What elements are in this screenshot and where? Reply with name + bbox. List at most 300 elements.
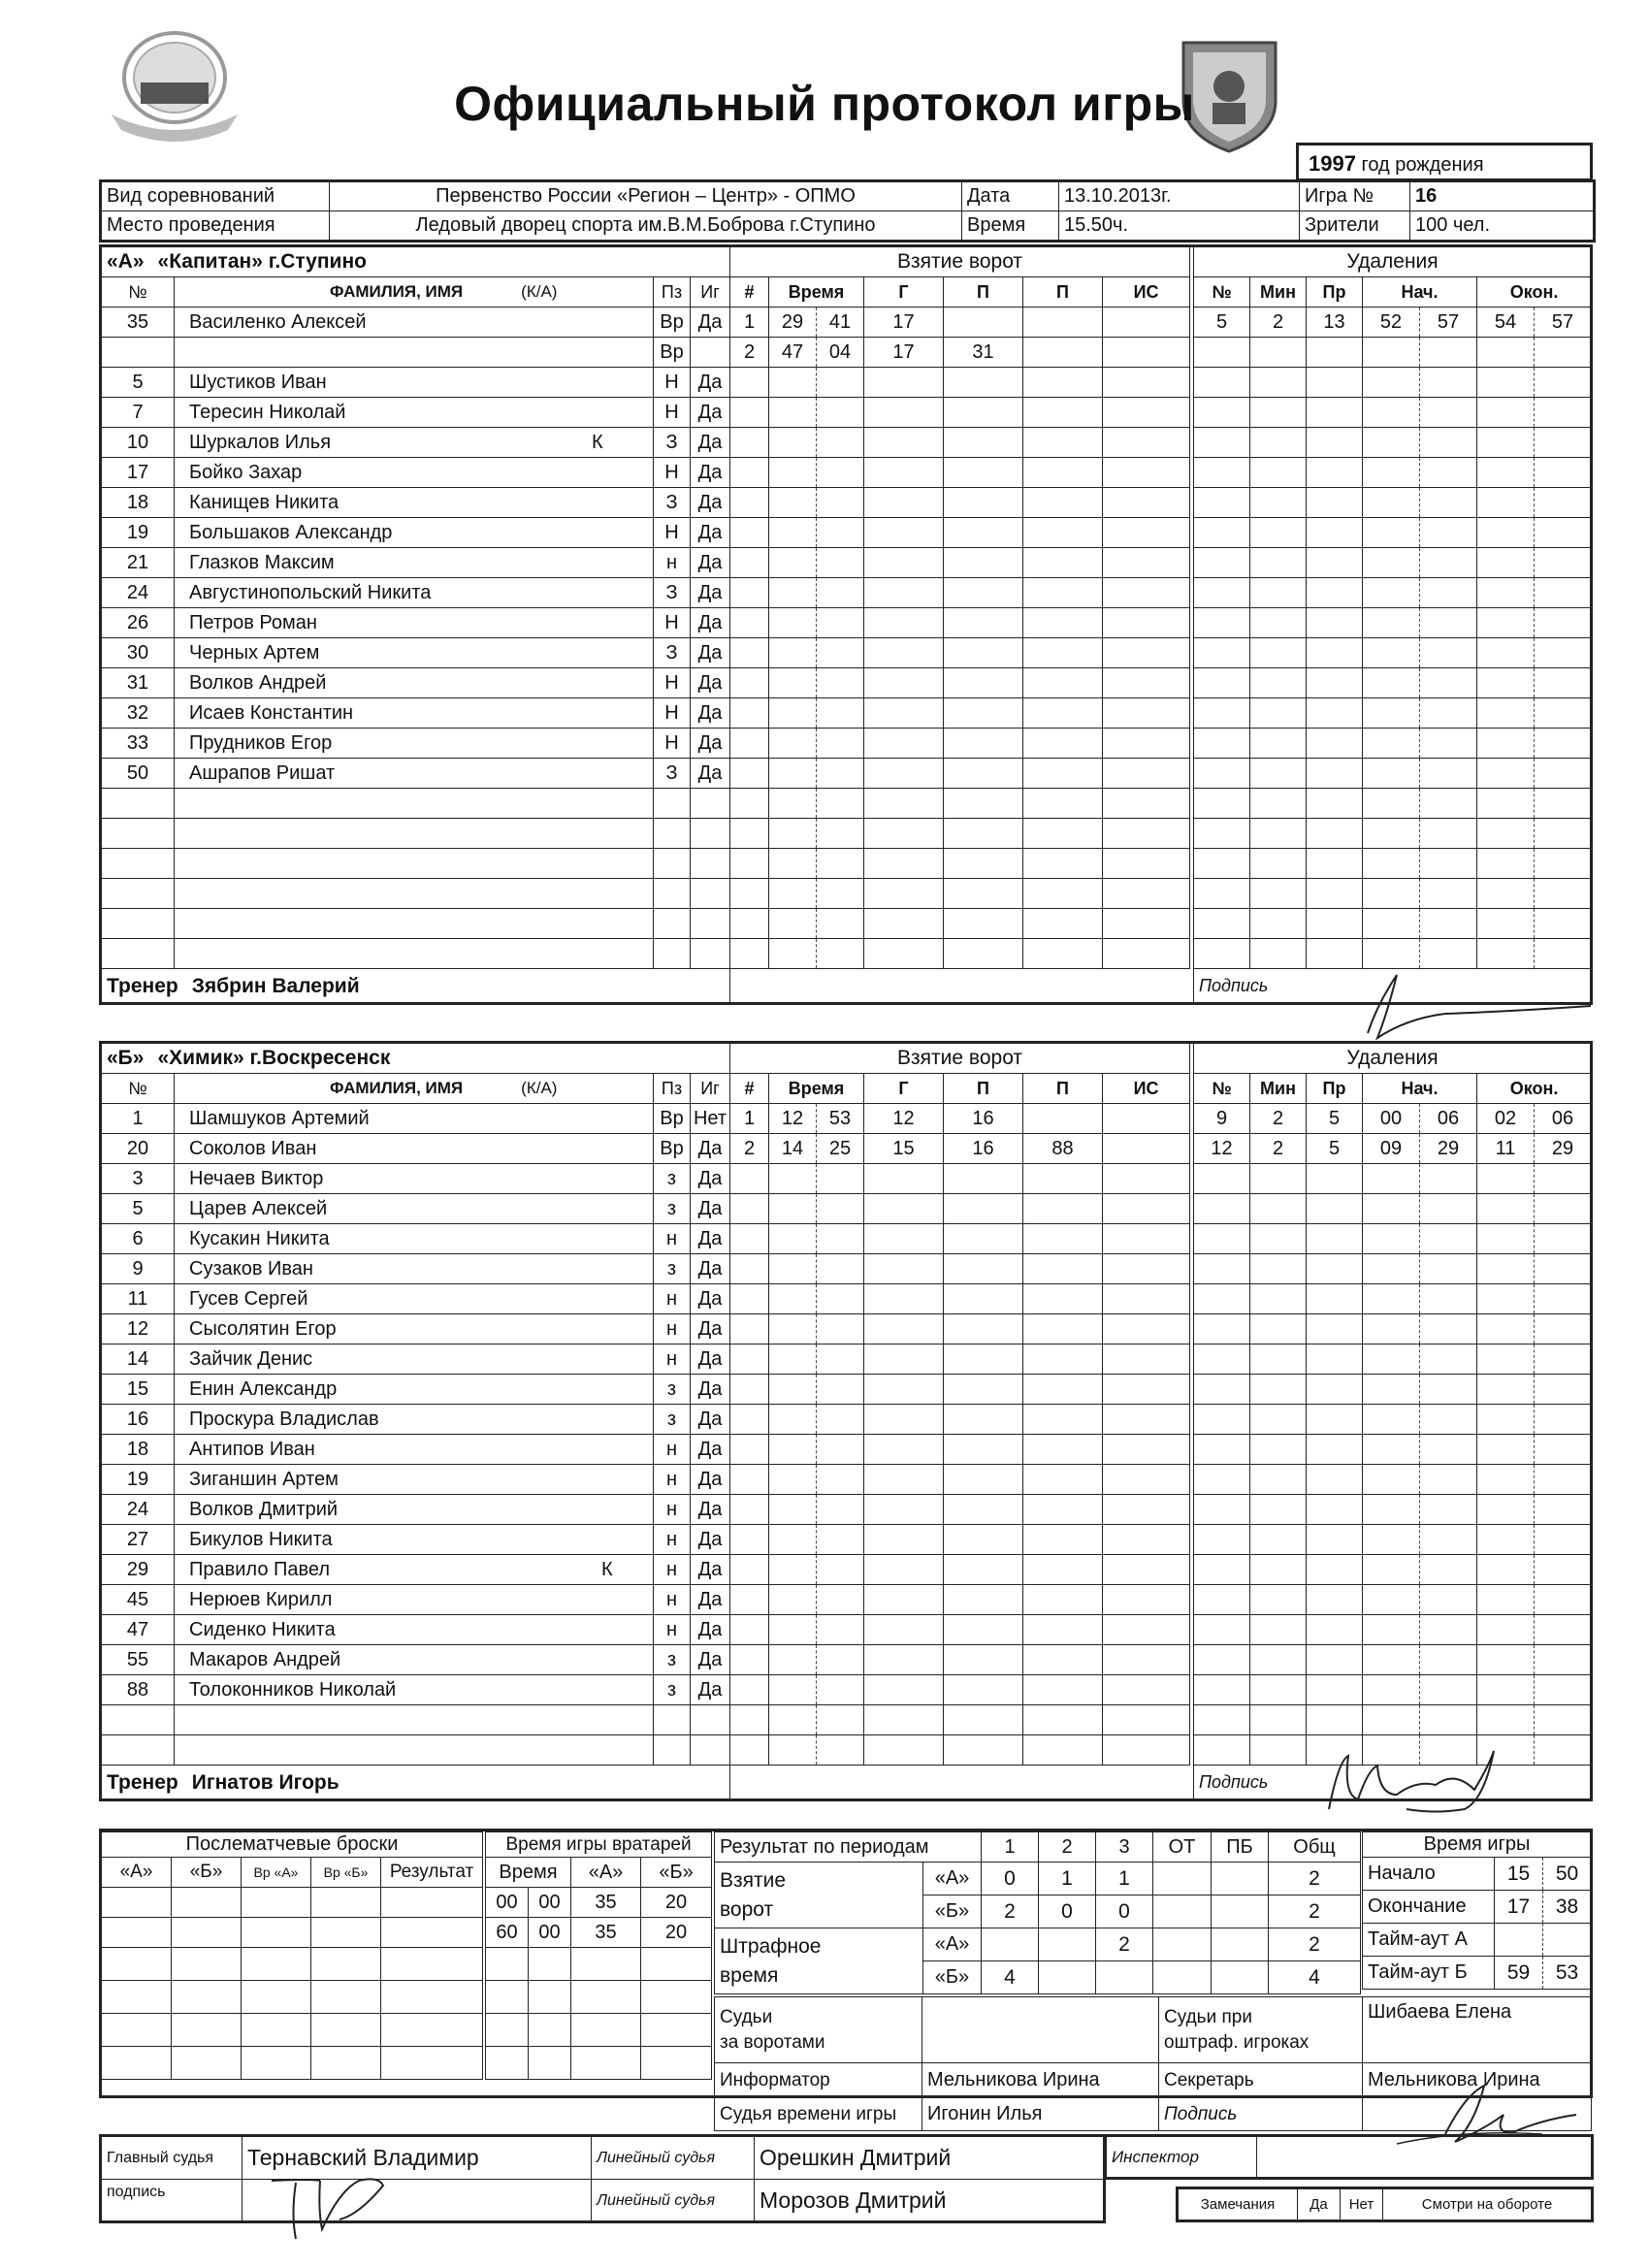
player-played: Да [691, 1164, 730, 1194]
game-time-second [1543, 1924, 1592, 1957]
player-number: 35 [102, 308, 175, 338]
game-time-row [1363, 1858, 1592, 1891]
period-label-line-1: Взятие [720, 1868, 787, 1892]
period-value [1212, 1961, 1269, 1994]
goal-assist-2 [1023, 1435, 1103, 1465]
goal-minute [769, 849, 817, 879]
remarks-no: Нет [1341, 2188, 1383, 2221]
player-name: Прудников Егор [189, 731, 333, 754]
goal-minute [769, 1375, 817, 1405]
penalty-player [1194, 698, 1250, 729]
penalty-reason [1307, 578, 1363, 608]
penalty-player [1194, 879, 1250, 909]
penalty-end-min [1477, 458, 1535, 488]
player-played: Да [691, 1495, 730, 1525]
player-number [102, 338, 175, 368]
penalty-end-sec [1535, 1705, 1592, 1735]
player-name: Нечаев Виктор [189, 1167, 324, 1189]
player-name: Зайчик Денис [189, 1347, 313, 1370]
pen-col-min: Мин [1250, 277, 1307, 308]
penalty-reason [1307, 819, 1363, 849]
goal-scorer [864, 458, 944, 488]
goal-assist-1 [944, 1735, 1023, 1766]
penalty-end-sec [1535, 518, 1592, 548]
penalty-row [1194, 1375, 1592, 1405]
goal-second [817, 849, 864, 879]
penalty-reason [1307, 1254, 1363, 1284]
penalty-minutes [1250, 819, 1307, 849]
goal-assist-1 [944, 698, 1023, 729]
goal-second [817, 608, 864, 638]
penalty-player [1194, 849, 1250, 879]
penalty-start-min [1363, 1495, 1420, 1525]
goal-situation [1103, 1465, 1190, 1495]
penalty-end-min [1477, 428, 1535, 458]
goal-minute [769, 1555, 817, 1585]
goal-minute [769, 398, 817, 428]
penalty-end-min [1477, 1375, 1535, 1405]
penalty-reason [1307, 789, 1363, 819]
goal-situation [1103, 608, 1190, 638]
penalty-row [1194, 789, 1592, 819]
goals-col-hash: # [730, 1074, 769, 1104]
penalty-start-sec [1420, 698, 1477, 729]
penalty-start-sec [1420, 1345, 1477, 1375]
penalty-start-sec [1420, 1555, 1477, 1585]
penalty-row [1194, 1585, 1592, 1615]
goal-number [730, 1585, 769, 1615]
player-row [102, 759, 730, 789]
player-name-cell [175, 1555, 654, 1585]
goal-second: 04 [817, 338, 864, 368]
goal-row [730, 1405, 1190, 1435]
penalty-end-sec [1535, 698, 1592, 729]
goal-minute [769, 879, 817, 909]
col-no: № [102, 277, 175, 308]
player-played: Да [691, 668, 730, 698]
penalty-start-sec [1420, 939, 1477, 969]
goal-scorer: 12 [864, 1104, 944, 1134]
player-row [102, 368, 730, 398]
penalty-row [1194, 759, 1592, 789]
player-name: Толоконников Николай [189, 1678, 397, 1701]
goal-row [730, 698, 1190, 729]
informer-label: Информатор [715, 2063, 922, 2098]
player-name-cell [175, 939, 654, 969]
goal-assist-2 [1023, 729, 1103, 759]
penalty-player [1194, 1435, 1250, 1465]
penalty-minutes [1250, 789, 1307, 819]
goal-scorer [864, 428, 944, 458]
penalty-row [1194, 1555, 1592, 1585]
goal-situation [1103, 1254, 1190, 1284]
game-time-row [1363, 1957, 1592, 1990]
goal-second [817, 909, 864, 939]
shootout-title: Послематчевые броски [102, 1832, 483, 1858]
penalty-start-sec [1420, 428, 1477, 458]
player-name: Нерюев Кирилл [189, 1588, 333, 1610]
penalty-end-min [1477, 698, 1535, 729]
goalie-time-cell: 35 [571, 1888, 641, 1918]
player-name: Августинопольский Никита [189, 581, 432, 603]
period-value: 1 [1096, 1863, 1153, 1895]
chief-referee-signature [262, 2161, 388, 2244]
player-played: Да [691, 729, 730, 759]
player-played: Да [691, 1224, 730, 1254]
period-value: 2 [1269, 1895, 1361, 1928]
player-number: 11 [102, 1284, 175, 1314]
period-value: 0 [1096, 1895, 1153, 1928]
goal-minute [769, 548, 817, 578]
penalty-start-min [1363, 909, 1420, 939]
player-played: Да [691, 308, 730, 338]
player-number [102, 1735, 175, 1766]
goal-number [730, 458, 769, 488]
penalty-reason: 5 [1307, 1134, 1363, 1164]
period-value [1153, 1863, 1212, 1895]
goal-number [730, 1495, 769, 1525]
penalty-row [1194, 1284, 1592, 1314]
penalty-start-min [1363, 428, 1420, 458]
goal-situation [1103, 1314, 1190, 1345]
goal-minute [769, 1254, 817, 1284]
col-ig: Иг [691, 277, 730, 308]
penalty-end-sec [1535, 458, 1592, 488]
penalty-end-min [1477, 338, 1535, 368]
goals-col-g: Г [864, 1074, 944, 1104]
goal-assist-1 [944, 1314, 1023, 1345]
goal-second [817, 368, 864, 398]
player-position: Н [654, 729, 691, 759]
goal-assist-1 [944, 518, 1023, 548]
penalty-start-sec [1420, 398, 1477, 428]
pen-col-min: Мин [1250, 1074, 1307, 1104]
player-name: Канищев Никита [189, 491, 340, 513]
player-row [102, 1465, 730, 1495]
player-played: Да [691, 608, 730, 638]
date-label: Дата [962, 181, 1059, 211]
penalty-player [1194, 1585, 1250, 1615]
game-time-label: Тайм-аут Б [1363, 1957, 1495, 1990]
goal-assist-1 [944, 939, 1023, 969]
penalty-player [1194, 638, 1250, 668]
player-name-cell [175, 1705, 654, 1735]
goal-scorer [864, 638, 944, 668]
player-name-cell [175, 1284, 654, 1314]
goal-judges-label-1: Судьи [720, 2006, 773, 2027]
player-name-cell [175, 398, 654, 428]
goal-second: 41 [817, 308, 864, 338]
penalty-end-min [1477, 518, 1535, 548]
goal-judges-label-2: за воротами [720, 2031, 825, 2053]
linesman-label-2: Линейный судья [592, 2180, 755, 2222]
goal-number [730, 548, 769, 578]
penalty-start-min [1363, 638, 1420, 668]
period-value [1153, 1895, 1212, 1928]
goal-second [817, 819, 864, 849]
periods-table [714, 1831, 1361, 1994]
player-name-cell [175, 729, 654, 759]
goal-row [730, 759, 1190, 789]
goal-situation [1103, 308, 1190, 338]
penalty-start-min [1363, 1525, 1420, 1555]
player-position: з [654, 1164, 691, 1194]
player-played [691, 819, 730, 849]
player-name-cell [175, 1194, 654, 1224]
player-name-cell [175, 1314, 654, 1345]
penalty-reason [1307, 729, 1363, 759]
penalty-player [1194, 548, 1250, 578]
player-played: Да [691, 1555, 730, 1585]
penalty-start-sec: 29 [1420, 1134, 1477, 1164]
player-position: н [654, 548, 691, 578]
penalty-start-min [1363, 698, 1420, 729]
penalty-minutes [1250, 879, 1307, 909]
penalty-start-sec [1420, 1585, 1477, 1615]
penalty-start-sec [1420, 1314, 1477, 1345]
penalty-player [1194, 1615, 1250, 1645]
goal-number [730, 698, 769, 729]
goal-number [730, 1465, 769, 1495]
goal-second [817, 1254, 864, 1284]
player-row [102, 638, 730, 668]
goal-situation [1103, 1435, 1190, 1465]
goal-situation [1103, 1345, 1190, 1375]
penalty-start-min [1363, 1645, 1420, 1675]
goal-assist-2 [1023, 1194, 1103, 1224]
time-label: Время [962, 211, 1059, 242]
player-name-cell [175, 1675, 654, 1705]
remarks-yes: Да [1298, 2188, 1341, 2221]
penalty-end-sec [1535, 1645, 1592, 1675]
player-number [102, 939, 175, 969]
goal-number [730, 759, 769, 789]
goal-row [730, 1495, 1190, 1525]
goal-situation [1103, 759, 1190, 789]
goal-number [730, 909, 769, 939]
goal-minute [769, 1284, 817, 1314]
goal-scorer [864, 518, 944, 548]
penalty-reason [1307, 849, 1363, 879]
penalty-reason [1307, 608, 1363, 638]
player-position: Н [654, 608, 691, 638]
penalty-end-sec [1535, 849, 1592, 879]
goal-second [817, 1345, 864, 1375]
goal-row [730, 729, 1190, 759]
goal-assist-2 [1023, 368, 1103, 398]
team_b-tag: «Б» [107, 1047, 145, 1069]
penalty-row [1194, 548, 1592, 578]
team_b-penalties-table [1193, 1043, 1592, 1800]
player-row [102, 398, 730, 428]
player-played [691, 849, 730, 879]
penalty-player [1194, 759, 1250, 789]
goal-minute [769, 939, 817, 969]
goal-assist-2 [1023, 789, 1103, 819]
player-name-cell [175, 1465, 654, 1495]
penalty-row [1194, 638, 1592, 668]
team-b-coach-signature [1319, 1741, 1533, 1819]
goal-number [730, 1405, 769, 1435]
goals-col-time: Время [769, 277, 864, 308]
penalty-reason [1307, 1284, 1363, 1314]
penalty-end-min: 54 [1477, 308, 1535, 338]
penalty-player [1194, 1405, 1250, 1435]
penalty-reason [1307, 548, 1363, 578]
player-number [102, 909, 175, 939]
player-number: 33 [102, 729, 175, 759]
penalty-end-min: 11 [1477, 1134, 1535, 1164]
shootout-col: «Б» [172, 1858, 242, 1888]
penalty-end-min [1477, 789, 1535, 819]
penalty-end-sec: 06 [1535, 1104, 1592, 1134]
goal-assist-1 [944, 1555, 1023, 1585]
team_a-players-table [101, 246, 730, 1004]
goal-assist-2 [1023, 849, 1103, 879]
period-value [1153, 1961, 1212, 1994]
goal-second [817, 458, 864, 488]
player-row [102, 1645, 730, 1675]
penalty-minutes [1250, 729, 1307, 759]
penalty-minutes [1250, 1314, 1307, 1345]
goals-title: Взятие ворот [730, 1044, 1190, 1074]
goal-scorer [864, 1164, 944, 1194]
penalty-reason [1307, 1675, 1363, 1705]
penalty-minutes [1250, 1405, 1307, 1435]
goals-col-a2: П [1023, 1074, 1103, 1104]
goal-situation [1103, 518, 1190, 548]
penalty-player [1194, 1224, 1250, 1254]
goal-situation [1103, 338, 1190, 368]
goal-minute [769, 1435, 817, 1465]
goal-assist-1 [944, 398, 1023, 428]
player-row [102, 308, 730, 338]
goal-row [730, 939, 1190, 969]
penalty-start-sec [1420, 488, 1477, 518]
penalty-start-sec [1420, 1405, 1477, 1435]
penalty-reason [1307, 338, 1363, 368]
player-row [102, 1495, 730, 1525]
player-name: Бойко Захар [189, 461, 303, 483]
shootout-col: Результат [381, 1858, 483, 1888]
goal-assist-2 [1023, 608, 1103, 638]
goal-assist-1: 31 [944, 338, 1023, 368]
goal-minute [769, 1194, 817, 1224]
period-pim-label [715, 1928, 923, 1994]
player-name-cell [175, 518, 654, 548]
team_a-tag: «А» [107, 250, 145, 273]
goal-assist-1 [944, 1164, 1023, 1194]
remarks-label: Замечания [1178, 2188, 1298, 2221]
goal-row [730, 1555, 1190, 1585]
player-played: Да [691, 518, 730, 548]
goals-col-is: ИС [1103, 277, 1190, 308]
player-position: н [654, 1555, 691, 1585]
goal-assist-1 [944, 578, 1023, 608]
player-number: 50 [102, 759, 175, 789]
goal-assist-2 [1023, 1345, 1103, 1375]
penalty-minutes: 2 [1250, 308, 1307, 338]
goal-row [730, 548, 1190, 578]
goal-row [730, 819, 1190, 849]
team-a-coach-signature [1310, 965, 1600, 1043]
game-time-label: Тайм-аут А [1363, 1924, 1495, 1957]
penalty-player [1194, 1375, 1250, 1405]
penalty-player [1194, 458, 1250, 488]
goal-scorer [864, 398, 944, 428]
penalty-row [1194, 398, 1592, 428]
goal-minute [769, 518, 817, 548]
goal-scorer [864, 1224, 944, 1254]
player-played: Да [691, 1194, 730, 1224]
goal-minute: 12 [769, 1104, 817, 1134]
player-played [691, 1735, 730, 1766]
penalty-judges-label-1: Судьи при [1164, 2006, 1252, 2027]
goal-assist-1: 16 [944, 1104, 1023, 1134]
chief-referee-label: Главный судья [102, 2137, 242, 2180]
goal-minute [769, 729, 817, 759]
period-label-line-1: Штрафное [720, 1934, 822, 1958]
goal-assist-2 [1023, 578, 1103, 608]
goal-assist-2 [1023, 1254, 1103, 1284]
penalty-start-min [1363, 1435, 1420, 1465]
penalty-minutes [1250, 909, 1307, 939]
goal-assist-1 [944, 1254, 1023, 1284]
penalty-start-sec [1420, 1705, 1477, 1735]
goal-assist-2 [1023, 1495, 1103, 1525]
penalty-start-min [1363, 548, 1420, 578]
goal-row [730, 668, 1190, 698]
penalty-row [1194, 458, 1592, 488]
penalty-reason [1307, 668, 1363, 698]
penalty-player [1194, 1284, 1250, 1314]
goal-number [730, 819, 769, 849]
goal-minute [769, 458, 817, 488]
goal-scorer [864, 1465, 944, 1495]
penalty-start-min [1363, 368, 1420, 398]
penalty-reason [1307, 1405, 1363, 1435]
period-value: 2 [1096, 1928, 1153, 1961]
goal-situation [1103, 1735, 1190, 1766]
player-row [102, 608, 730, 638]
penalty-reason [1307, 458, 1363, 488]
game-time-row [1363, 1891, 1592, 1924]
game-time-second: 53 [1543, 1957, 1592, 1990]
goal-row [730, 458, 1190, 488]
player-position: з [654, 1194, 691, 1224]
goal-number: 1 [730, 1104, 769, 1134]
goal-situation [1103, 698, 1190, 729]
player-number: 10 [102, 428, 175, 458]
penalty-minutes [1250, 578, 1307, 608]
player-name-cell [175, 608, 654, 638]
goal-minute [769, 698, 817, 729]
goalie-time-title: Время игры вратарей [486, 1832, 712, 1858]
goal-minute [769, 1224, 817, 1254]
player-row [102, 548, 730, 578]
penalty-end-min [1477, 1164, 1535, 1194]
goal-number [730, 1705, 769, 1735]
penalty-end-sec [1535, 1735, 1592, 1766]
player-name-cell [175, 1525, 654, 1555]
penalty-player [1194, 428, 1250, 458]
penalty-minutes [1250, 548, 1307, 578]
penalty-end-sec [1535, 1314, 1592, 1345]
penalty-player [1194, 1555, 1250, 1585]
game-time-label: Окончание [1363, 1891, 1495, 1924]
penalty-reason [1307, 398, 1363, 428]
penalty-minutes [1250, 488, 1307, 518]
